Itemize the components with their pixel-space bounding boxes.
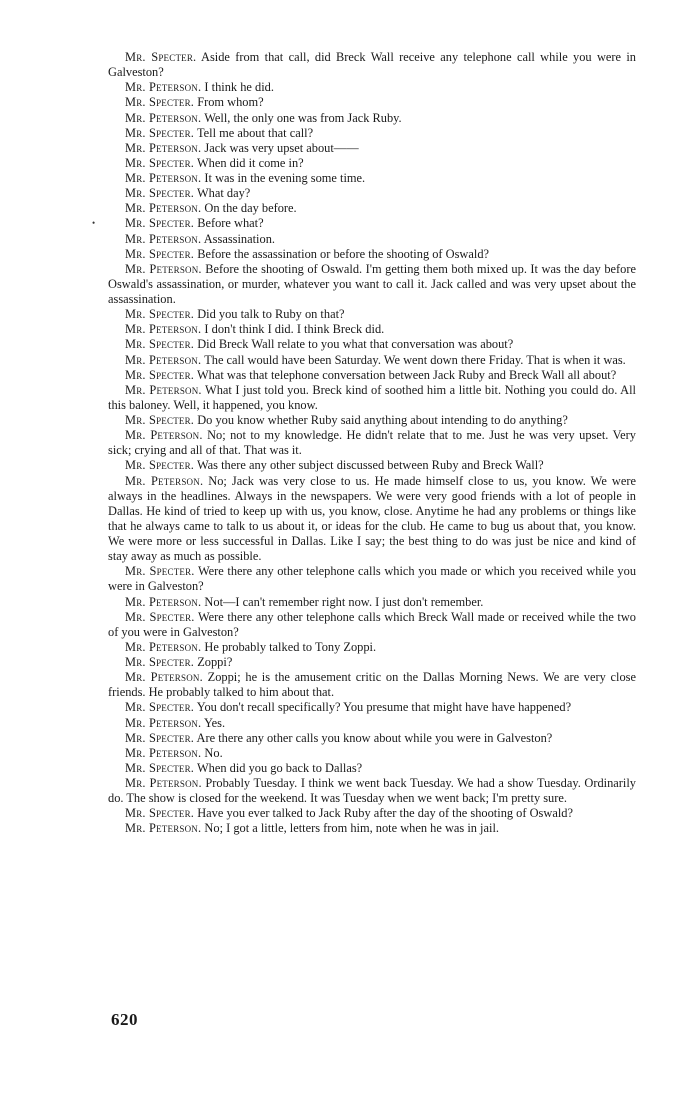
speaker-label: Mr. Specter. (125, 655, 195, 669)
testimony-paragraph (108, 746, 636, 761)
speech-text: Were there any other telephone calls which you made or which you received while you were in Galveston? (108, 564, 637, 594)
speech-text: When did it come in? (196, 155, 304, 170)
speech-text: Do you know whether Ruby said anything about intending to do anything? (197, 413, 568, 427)
speaker-label: Mr. Peterson. (125, 715, 202, 730)
speaker-label: Mr. Peterson. (125, 382, 202, 397)
speech-text: Tell me about that call? (196, 125, 314, 140)
testimony-paragraph (108, 610, 636, 640)
speech-text: Not—I can't remember right now. I just don't remember. (204, 594, 484, 609)
speech-text: Before the shooting of Oswald. I'm getting them both mixed up. It was the day before Oswald's assassination, or murder, whatever you want to call it. Jack called and was very upset about the assassination. (108, 261, 637, 306)
speaker-label: Mr. Peterson. (125, 821, 202, 836)
speaker-label: Mr. Peterson. (125, 140, 202, 155)
speech-text: He probably talked to Tony Zoppi. (204, 639, 377, 654)
speaker-label: Mr. Specter. (125, 155, 195, 170)
testimony-paragraph (108, 806, 636, 821)
speaker-label: Mr. Specter. (125, 216, 195, 231)
speaker-label: Mr. Peterson. (125, 261, 202, 276)
testimony-paragraph (108, 141, 636, 156)
speaker-label: Mr. Specter. (125, 307, 195, 322)
speech-text: What day? (196, 186, 251, 201)
speaker-label: Mr. Specter. (125, 246, 195, 261)
speaker-label: Mr. Peterson. (125, 745, 202, 760)
speaker-label: Mr. Specter. (125, 806, 195, 821)
speech-text: Did Breck Wall relate to you what that conversation was about? (197, 337, 514, 352)
testimony-paragraph (108, 458, 636, 473)
speech-text: No; Jack was very close to us. He made himself close to us, you know. We were always in the headlines. Always in the newspapers. We were very good friends with a lot of people in Dallas. He kind of tried to keep up with us, you know, close. Anytime he had any problems or things like that he always came to talk to us about it, or ideas for the club. He came to bug us about that, you know. We were more or less successful in Dallas. Like I say; the best thing to do was just be nice and kind of stay away as much as possible. (108, 473, 636, 564)
speech-text: Are there any other calls you know about while you were in Galveston? (196, 730, 553, 745)
speech-text: Did you talk to Ruby on that? (197, 307, 345, 322)
testimony-paragraph (108, 201, 636, 216)
speaker-label: Mr. Peterson. (125, 201, 202, 216)
speech-text: No. (204, 745, 223, 760)
testimony-paragraph (108, 126, 636, 141)
speech-text: Jack was very upset about—— (204, 140, 359, 155)
testimony-paragraph (108, 322, 636, 337)
speaker-label: Mr. Peterson. (125, 473, 204, 488)
speech-text: When did you go back to Dallas? (196, 760, 363, 775)
testimony-paragraph (108, 640, 636, 655)
testimony-paragraph (108, 821, 636, 836)
testimony-paragraph (108, 731, 636, 746)
speaker-label: Mr. Specter. (125, 125, 195, 140)
speech-text: The call would have been Saturday. We went down there Friday. That is when it was. (204, 352, 626, 367)
speaker-label: Mr. Specter. (125, 367, 195, 382)
testimony-paragraph (108, 80, 636, 95)
speaker-label: Mr. Peterson. (125, 80, 202, 95)
speech-text: No; I got a little, letters from him, note when he was in jail. (204, 821, 499, 836)
testimony-paragraph (108, 383, 636, 413)
speech-text: What was that telephone conversation between Jack Ruby and Breck Wall all about? (196, 367, 617, 382)
speech-text: Before what? (197, 216, 264, 231)
speaker-label: Mr. Specter. (125, 186, 195, 201)
testimony-paragraph (108, 353, 636, 368)
speaker-label: Mr. Peterson. (125, 110, 202, 125)
speaker-label: Mr. Specter. (125, 413, 195, 427)
speech-text: Assassination. (203, 231, 275, 246)
speech-text: Probably Tuesday. I think we went back Tuesday. We had a show Tuesday. Ordinarily do. The show is closed for the weekend. It was Tuesday when we went back; I'm pretty sure. (108, 776, 636, 806)
testimony-paragraph (108, 171, 636, 186)
speaker-label: Mr. Peterson. (125, 322, 202, 337)
speech-text: Zoppi; he is the amusement critic on the Dallas Morning News. We are very close friends. He probably talked to him about that. (108, 670, 636, 700)
speech-text: It was in the evening some time. (204, 171, 366, 185)
testimony-paragraph (108, 337, 636, 352)
speaker-label: Mr. Specter. (125, 458, 195, 473)
testimony-paragraph (108, 595, 636, 610)
speech-text: Were there any other telephone calls which Breck Wall made or received while the two of you were in Galveston? (108, 609, 636, 639)
speaker-label: Mr. Peterson. (125, 171, 202, 185)
testimony-paragraph (108, 111, 636, 126)
speaker-label: Mr. Peterson. (125, 352, 202, 367)
testimony-paragraph (108, 232, 636, 247)
testimony-paragraph (108, 307, 636, 322)
testimony-paragraph (108, 474, 636, 565)
testimony-paragraph (108, 700, 636, 715)
speech-text: Before the assassination or before the shooting of Oswald? (197, 246, 490, 261)
speech-text: What I just told you. Breck kind of soothed him a little bit. Nothing you could do. All this baloney. Well, it happened, you know. (108, 382, 636, 412)
speech-text: Have you ever talked to Jack Ruby after the day of the shooting of Oswald? (197, 806, 573, 821)
testimony-paragraph (108, 247, 636, 262)
speech-text: I think he did. (204, 80, 274, 95)
testimony-paragraph (108, 670, 636, 700)
speaker-label: Mr. Specter. (125, 564, 195, 579)
testimony-paragraph (108, 156, 636, 171)
testimony-paragraph (108, 413, 636, 428)
testimony-paragraph (108, 716, 636, 731)
speech-text: From whom? (197, 95, 264, 110)
testimony-paragraph (108, 186, 636, 201)
speaker-label: Mr. Peterson. (125, 428, 203, 443)
speech-text: You don't recall specifically? You presume that might have have happened? (196, 700, 572, 715)
testimony-paragraph (108, 655, 636, 670)
testimony-paragraph (108, 262, 636, 307)
testimony-paragraph (108, 216, 636, 231)
speech-text: I don't think I did. I think Breck did. (204, 322, 385, 337)
speaker-label: Mr. Specter. (125, 730, 195, 745)
speaker-label: Mr. Specter. (125, 609, 195, 624)
speech-text: On the day before. (204, 201, 297, 216)
page-number: 620 (111, 1010, 138, 1029)
speaker-label: Mr. Specter. (125, 95, 195, 110)
testimony-paragraph (108, 368, 636, 383)
speech-text: Yes. (203, 715, 226, 730)
speech-text: No; not to my knowledge. He didn't relate that to me. Just he was very upset. Very sick; crying and all of that. That was it. (108, 428, 637, 458)
speaker-label: Mr. Peterson. (125, 231, 202, 246)
speech-text: Aside from that call, did Breck Wall receive any telephone call while you were in Galveston? (108, 50, 636, 80)
speaker-label: Mr. Specter. (125, 760, 195, 775)
speech-text: Well, the only one was from Jack Ruby. (204, 110, 402, 125)
testimony-paragraph (108, 761, 636, 776)
testimony-paragraph (108, 95, 636, 110)
speaker-label: Mr. Peterson. (125, 776, 202, 790)
speaker-label: Mr. Peterson. (125, 670, 203, 685)
speaker-label: Mr. Specter. (125, 50, 197, 64)
testimony-text (108, 50, 636, 837)
speech-text: Zoppi? (197, 655, 233, 669)
testimony-paragraph (108, 50, 636, 80)
testimony-paragraph (108, 776, 636, 806)
speaker-label: Mr. Specter. (125, 700, 195, 715)
speaker-label: Mr. Peterson. (125, 594, 202, 609)
testimony-paragraph (108, 428, 636, 458)
speaker-label: Mr. Specter. (125, 337, 195, 352)
speech-text: Was there any other subject discussed between Ruby and Breck Wall? (196, 458, 544, 473)
stray-mark: • (92, 218, 96, 228)
speaker-label: Mr. Peterson. (125, 639, 202, 654)
testimony-paragraph (108, 564, 636, 594)
